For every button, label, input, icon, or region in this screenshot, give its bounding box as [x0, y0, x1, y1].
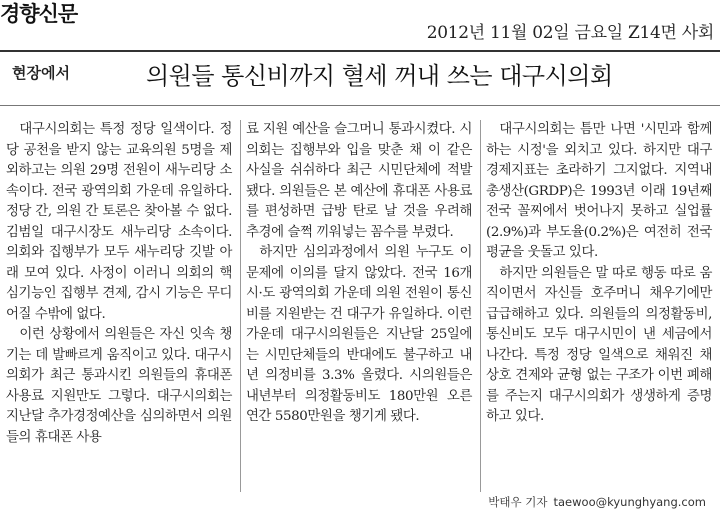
paragraph: 하지만 의원들은 말 따로 행동 따로 움직이면서 자신들 호주머니 채우기에만 급급해하고 있다. 의원들의 의정활동비, 통신비도 모두 대구시민이 낸 세금에서 나간다. 특정 정당 일색으로 채워진 채 상호 견제와 균형 없는 구조가 이번 폐해를 주는지 대구시의회가 생생하게 증명하고 있다.	[486, 265, 712, 424]
column-divider	[480, 120, 481, 492]
paragraph: 대구시의회는 틈만 나면 '시민과 함께하는 시정'을 외치고 있다. 하지만 대구 경제지표는 초라하기 그지없다. 지역내 총생산(GRDP)은 1993년 이래 19년째 전국 꼴찌에서 벗어나지 못하고 실업률(2.9%)과 부도율(0.2%)은 여전히 전국 평균을 웃돌고 있다.	[486, 122, 712, 260]
reporter-email[interactable]: taewoo@kyunghyang.com	[553, 495, 706, 509]
masthead	[0, 0, 720, 46]
paragraph: 대구시의회는 특정 정당 일색이다. 정당 공천을 받지 않는 교육의원 5명을 제외하고는 의원 29명 전원이 새누리당 소속이다. 전국 광역의회 가운데 유일하다. 정당 간, 의원 간 토론은 찾아볼 수 없다. 김범일 대구시장도 새누리당 소속이다. 의회와 집행부가 모두 새누리당 깃발 아래 모여 있다. 사정이 이러니 의회의 핵심기능인 집행부 견제, 감시 기능은 무디어질 수밖에 없다.	[6, 122, 232, 322]
top-rule	[0, 50, 720, 52]
paragraph: 료 지원 예산을 슬그머니 통과시켰다. 시 의회는 집행부와 입을 맞춘 채 이 같은 사실을 쉬쉬하다 최근 시민단체에 적발됐다. 의원들은 본 예산에 휴대폰 사용료를 편성하면 급방 탄로 날 것을 우려해 추경에 슬쩍 끼워넣는 꼼수를 부렸다.	[246, 122, 472, 240]
headline-rule	[0, 105, 720, 106]
column-divider	[240, 120, 241, 492]
paragraph: 하지만 심의과정에서 의원 누구도 이 문제에 이의를 달지 않았다. 전국 16개 시·도 광역의회 가운데 의원 전원이 통신비를 지원받는 건 대구가 유일하다. 이런 가운데 대구시의원들은 지난달 25일에는 시민단체들의 반대에도 불구하고 내년 의정비를 3.3% 올렸다. 시의원들은 내년부터 의정활동비도 180만원 오른 연간 5580만원을 챙기게 됐다.	[246, 245, 472, 424]
article-headline: 의원들 통신비까지 혈세 꺼내 쓰는 대구시의회	[146, 62, 613, 90]
reporter-name: 박태우 기자	[488, 495, 548, 509]
article-column-3	[486, 120, 712, 428]
headline-row	[0, 56, 720, 96]
paragraph: 이런 상황에서 의원들은 자신 잇속 챙기는 데 발빠르게 움직이고 있다. 대구시의회가 최근 통과시킨 의원들의 휴대폰 사용료 지원만도 그렇다. 대구시의회는 지난달 추가경정예산을 심의하면서 의원들의 휴대폰 사용	[6, 327, 232, 445]
article-column-1	[6, 120, 232, 448]
newspaper-name: 경향신문	[0, 2, 78, 26]
dateline: 2012년 11월 02일 금요일 Z14면 사회	[426, 23, 714, 43]
article-column-2	[246, 120, 472, 428]
byline	[488, 494, 706, 510]
section-tag: 현장에서	[12, 64, 70, 82]
